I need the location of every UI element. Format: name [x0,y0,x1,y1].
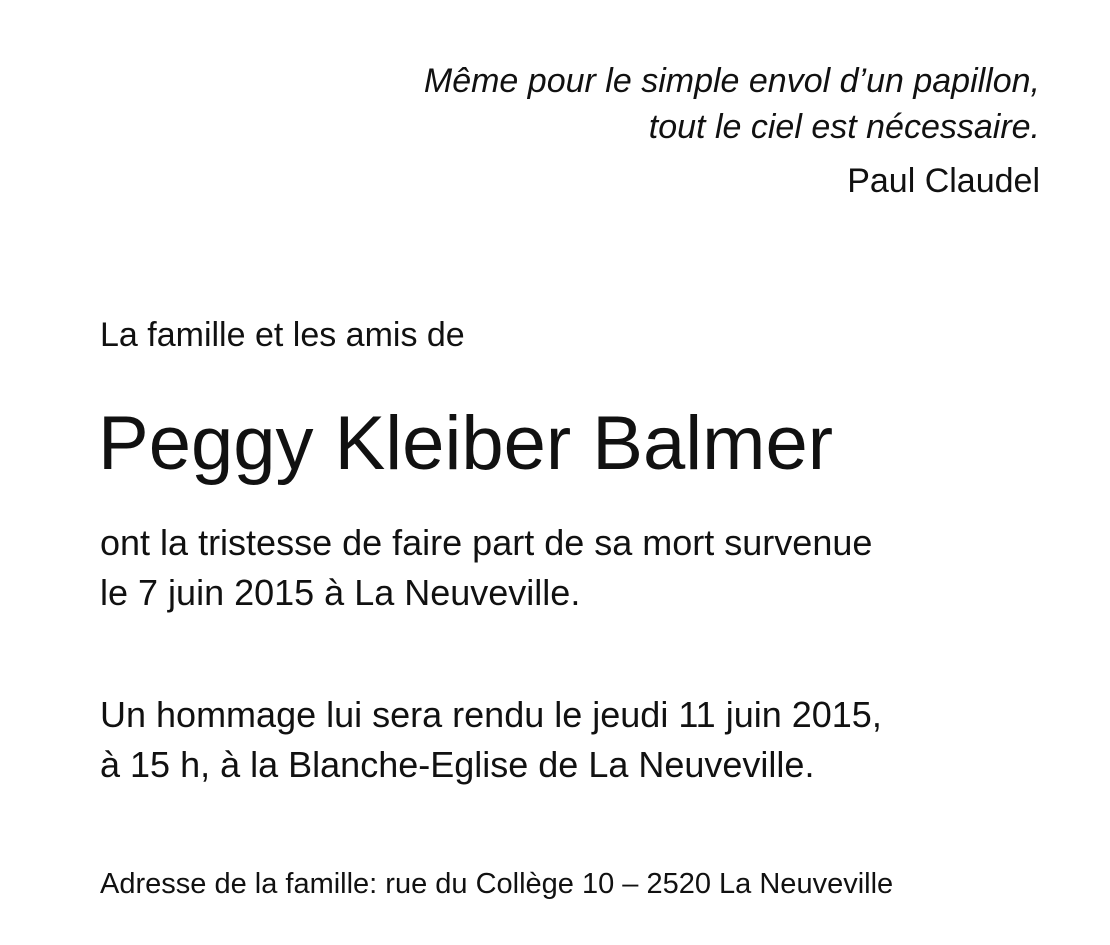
deceased-name: Peggy Kleiber Balmer [98,401,834,486]
epigraph-line-2: tout le ciel est nécessaire. [648,108,1040,146]
announcement-line-1: ont la tristesse de faire part de sa mort survenue [100,522,873,563]
ceremony-info [100,690,882,790]
epigraph [424,58,1040,204]
death-announcement [100,518,872,618]
intro-text: La famille et les amis de [100,316,465,354]
ceremony-line-1: Un hommage lui sera rendu le jeudi 11 juin 2015, [100,694,882,735]
ceremony-line-2: à 15 h, à la Blanche-Eglise de La Neuveville. [100,744,815,785]
announcement-line-2: le 7 juin 2015 à La Neuveville. [100,572,581,613]
family-address: Adresse de la famille: rue du Collège 10 – 2520 La Neuveville [100,868,894,900]
epigraph-line-1: Même pour le simple envol d’un papillon, [423,62,1040,100]
epigraph-author: Paul Claudel [847,162,1040,200]
